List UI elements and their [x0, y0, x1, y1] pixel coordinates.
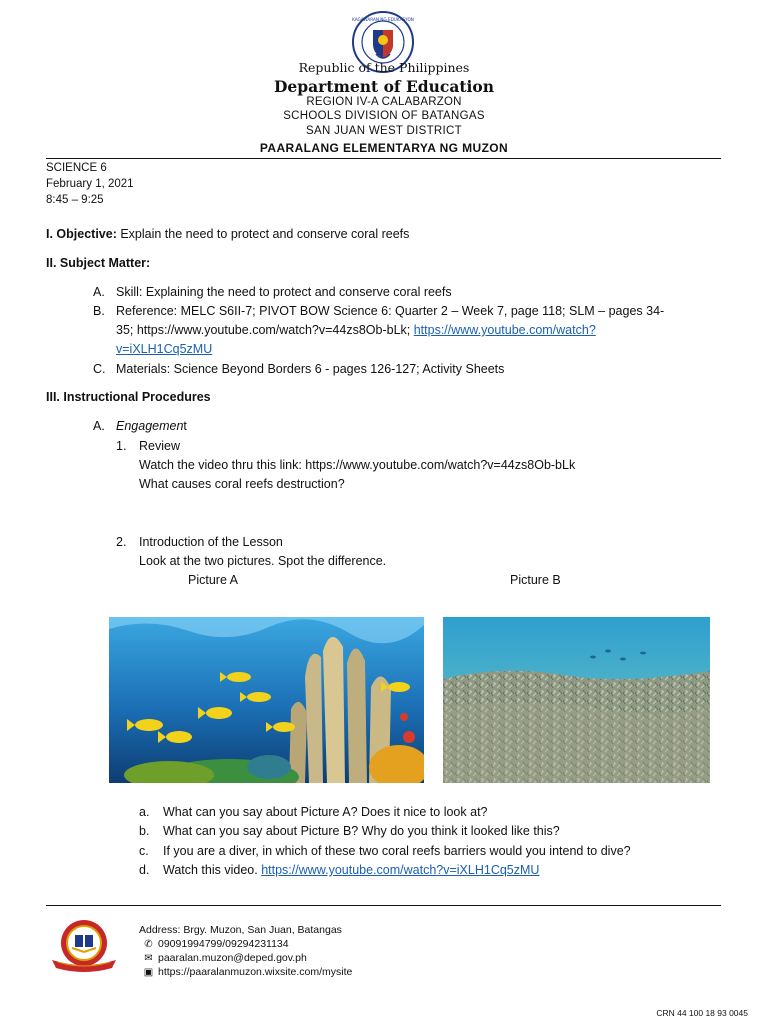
header-republic: Republic of the Philippines — [298, 60, 470, 75]
sm-item-b-link-continued[interactable]: v=iXLH1Cq5zMU — [116, 342, 213, 356]
picture-a-label: Picture A — [188, 573, 239, 587]
intro-line1: Look at the two pictures. Spot the difference. — [139, 554, 387, 568]
engagement-label: Engagement — [116, 419, 187, 433]
procedures-heading: III. Instructional Procedures — [46, 390, 211, 404]
review-line2: What causes coral reefs destruction? — [139, 477, 345, 491]
picture-b-damaged-reef — [443, 617, 710, 783]
header-divider — [46, 158, 721, 159]
review-marker: 1. — [116, 439, 127, 453]
footer-website[interactable]: https://paaralanmuzon.wixsite.com/mysite — [158, 966, 353, 978]
footer-phone-line — [142, 937, 289, 952]
header-district: SAN JUAN WEST DISTRICT — [306, 125, 462, 137]
school-logo-icon — [50, 918, 118, 974]
footer-phone: 09091994799/09294231134 — [158, 938, 289, 950]
seal-text: KAGAWARAN NG EDUKASYON — [352, 17, 414, 22]
question-d-link[interactable]: https://www.youtube.com/watch?v=iXLH1Cq5zMU — [261, 863, 540, 877]
footer-website-line — [142, 965, 352, 980]
question-b-text: What can you say about Picture B? Why do you think it looked like this? — [163, 824, 560, 838]
picture-b-label: Picture B — [510, 573, 561, 587]
time-label: 8:45 – 9:25 — [46, 194, 104, 206]
footer-email-line — [142, 951, 307, 966]
intro-title: Introduction of the Lesson — [139, 535, 283, 549]
question-a-text: What can you say about Picture A? Does it nice to look at? — [163, 805, 488, 819]
sm-item-b-link[interactable]: https://www.youtube.com/watch? — [413, 323, 596, 337]
question-c-text: If you are a diver, in which of these two coral reefs barriers would you intend to dive? — [163, 844, 631, 858]
question-a-marker: a. — [139, 805, 150, 819]
footer-divider — [46, 905, 721, 906]
sm-item-b-line2 — [116, 321, 596, 340]
picture-a-healthy-reef — [109, 617, 424, 783]
header-division: SCHOOLS DIVISION OF BATANGAS — [283, 110, 485, 122]
header-department: Department of Education — [273, 77, 495, 96]
phone-icon: ✆ — [144, 939, 153, 950]
objective-text: Explain the need to protect and conserve coral reefs — [116, 227, 410, 241]
footer-address: Address: Brgy. Muzon, San Juan, Batangas — [139, 924, 342, 936]
footer-email[interactable]: paaralan.muzon@deped.gov.ph — [158, 952, 307, 964]
sm-item-c-marker: C. — [93, 362, 106, 376]
engagement-marker: A. — [93, 419, 105, 433]
sm-item-b-line2-text: 35; https://www.youtube.com/watch?v=44zs8Ob-bLk; — [116, 323, 414, 337]
objective-line — [46, 225, 409, 244]
question-b-marker: b. — [139, 824, 150, 838]
sm-item-c-text: Materials: Science Beyond Borders 6 - pages 126-127; Activity Sheets — [116, 362, 505, 376]
review-line1: Watch the video thru this link: https://www.youtube.com/watch?v=44zs8Ob-bLk — [139, 458, 576, 472]
question-c-marker: c. — [139, 844, 149, 858]
question-d-line: Watch this video. https://www.youtube.com/watch?v=iXLH1Cq5zMU — [163, 863, 540, 877]
date-label: February 1, 2021 — [46, 178, 134, 190]
header-region: REGION IV-A CALABARZON — [306, 96, 462, 108]
crn-label: CRN 44 100 18 93 0045 — [656, 1008, 748, 1018]
web-icon: ▣ — [143, 967, 154, 978]
intro-marker: 2. — [116, 535, 127, 549]
sm-item-b-marker: B. — [93, 304, 105, 318]
subject-matter-heading: II. Subject Matter: — [46, 256, 151, 270]
sm-item-a-marker: A. — [93, 285, 105, 299]
header-school: PAARALANG ELEMENTARYA NG MUZON — [259, 141, 509, 155]
sm-item-a-text: Skill: Explaining the need to protect and conserve coral reefs — [116, 285, 452, 299]
envelope-icon: ✉ — [144, 953, 153, 964]
objective-label: I. Objective: — [46, 227, 117, 241]
subject-label: SCIENCE 6 — [46, 162, 107, 174]
question-d-marker: d. — [139, 863, 150, 877]
sm-item-b-line1: Reference: MELC S6II-7; PIVOT BOW Science 6: Quarter 2 – Week 7, page 118; SLM – pages 34- — [116, 304, 665, 318]
review-title: Review — [139, 439, 180, 453]
